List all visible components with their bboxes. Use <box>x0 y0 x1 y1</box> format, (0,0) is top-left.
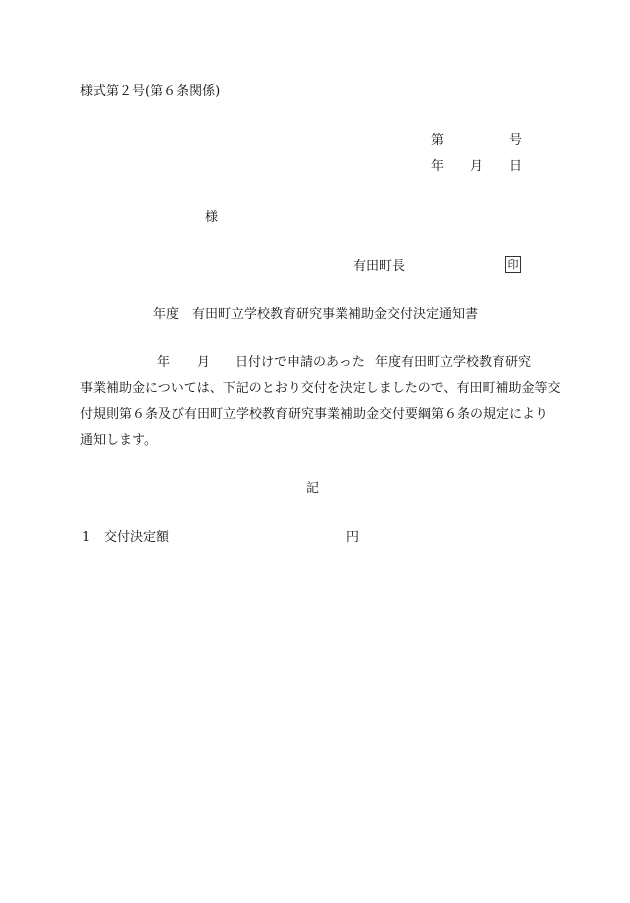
date-day-label: 日 <box>509 159 523 174</box>
body-year-label: 年 <box>157 355 171 370</box>
item-number: 1 <box>82 530 91 545</box>
ki-heading: 記 <box>306 481 320 496</box>
body-line-4: 通知します。 <box>80 433 157 448</box>
body-line-2: 事業補助金については、下記のとおり交付を決定しましたので、有田町補助金等交 <box>80 381 561 396</box>
item-label: 交付決定額 <box>104 530 170 545</box>
body-line-3: 付規則第６条及び有田町立学校教育研究事業補助金交付要綱第６条の規定により <box>80 407 549 422</box>
date-month-label: 月 <box>470 159 484 174</box>
body-month-label: 月 <box>197 355 211 370</box>
item-unit: 円 <box>346 530 360 545</box>
body-day-text: 日付けで申請のあった <box>235 355 365 370</box>
body-fiscal-year-text: 年度有田町立学校教育研究 <box>375 355 532 370</box>
document-number-prefix: 第 <box>431 133 445 148</box>
issuer-name: 有田町長 <box>353 259 406 274</box>
document-title: 有田町立学校教育研究事業補助金交付決定通知書 <box>192 307 479 322</box>
title-year-label: 年度 <box>153 307 180 322</box>
form-number: 様式第２号(第６条関係) <box>80 84 221 99</box>
seal-stamp-box: 印 <box>505 256 521 273</box>
recipient-honorific: 様 <box>205 210 219 225</box>
date-year-label: 年 <box>431 159 445 174</box>
document-number-suffix: 号 <box>509 133 523 148</box>
